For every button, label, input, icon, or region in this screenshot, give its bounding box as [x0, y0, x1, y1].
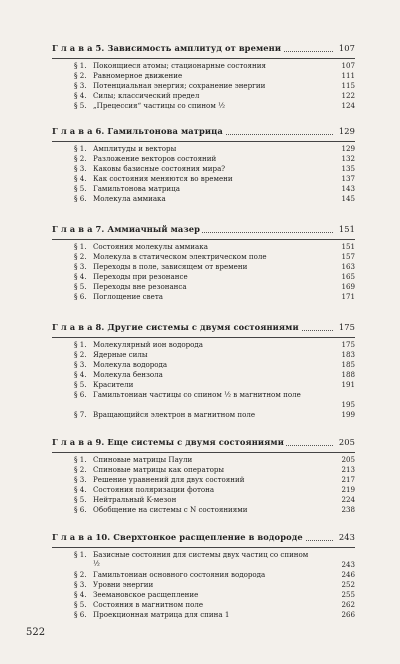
section-item	[74, 380, 355, 389]
chapter-rule	[52, 337, 355, 338]
section-number: § 1.	[74, 144, 87, 153]
section-number: § 1.	[74, 242, 87, 251]
section-item	[74, 350, 355, 359]
section-page: 238	[341, 505, 355, 514]
chapter-rule	[52, 141, 355, 142]
section-number: § 3.	[74, 262, 87, 271]
section-item	[74, 390, 355, 409]
section-page: 183	[341, 350, 355, 359]
section-number: § 6.	[74, 610, 87, 619]
section-number: § 2.	[74, 465, 87, 474]
section-item	[74, 465, 355, 474]
section-title: Базисные состояния для системы двух частиц со спином ½	[93, 550, 309, 568]
section-title: Разложение векторов состояний	[93, 154, 217, 163]
chapter-title: Г л а в а 6. Гамильтонова матрица	[52, 126, 223, 136]
section-number: § 3.	[74, 580, 87, 589]
section-page: 266	[341, 610, 355, 619]
section-title: Гамильтониан основного состояния водорода	[93, 570, 266, 579]
section-title: Поглощение света	[93, 292, 163, 301]
section-item	[74, 570, 355, 579]
section-page: 246	[341, 570, 355, 579]
section-item	[74, 505, 355, 514]
section-title: Вращающийся электрон в магнитном поле	[93, 410, 256, 419]
section-title: Состояния в магнитном поле	[93, 600, 204, 609]
chapter-title: Г л а в а 9. Еще системы с двумя состояниями	[52, 437, 284, 447]
section-item	[74, 194, 355, 203]
section-title: Ядерные силы	[93, 350, 148, 359]
section-item	[74, 252, 355, 261]
section-item	[74, 580, 355, 589]
section-item	[74, 590, 355, 599]
section-page: 107	[341, 61, 355, 70]
section-number: § 2.	[74, 570, 87, 579]
section-title: Спиновые матрицы Паули	[93, 455, 193, 464]
section-title: Молекула водорода	[93, 360, 168, 369]
section-page: 122	[341, 91, 355, 100]
section-number: § 6.	[74, 390, 87, 399]
section-page: 255	[341, 590, 355, 599]
section-number: § 3.	[74, 475, 87, 484]
section-item	[74, 360, 355, 369]
section-item	[74, 272, 355, 281]
section-item	[74, 174, 355, 183]
chapter-rule	[52, 239, 355, 240]
section-item	[74, 61, 355, 70]
section-item	[74, 455, 355, 464]
section-page: 171	[341, 292, 355, 301]
section-title: Решение уравнений для двух состояний	[93, 475, 245, 484]
section-title: Как состояния меняются во времени	[93, 174, 233, 183]
chapter-heading	[52, 126, 355, 138]
chapter-page: 175	[336, 322, 355, 332]
section-item	[74, 282, 355, 291]
section-number: § 4.	[74, 91, 87, 100]
section-number: § 3.	[74, 164, 87, 173]
section-page: 191	[341, 380, 355, 389]
chapter-page: 243	[336, 532, 355, 542]
section-number: § 7.	[74, 410, 87, 419]
section-title: Нейтральный K-мезон	[93, 495, 177, 504]
section-page: 199	[341, 410, 355, 419]
chapter-title: Г л а в а 10. Сверхтонкое расщепление в водороде	[52, 532, 303, 542]
section-title: Потенциальная энергия; сохранение энергии	[93, 81, 266, 90]
section-page: 185	[341, 360, 355, 369]
section-page: 243	[341, 560, 355, 569]
section-page: 157	[341, 252, 355, 261]
section-number: § 3.	[74, 360, 87, 369]
section-page: 252	[341, 580, 355, 589]
section-title: Молекулярный ион водорода	[93, 340, 204, 349]
chapter-heading	[52, 437, 355, 449]
section-item	[74, 340, 355, 349]
section-page: 188	[341, 370, 355, 379]
section-page: 111	[341, 71, 355, 80]
section-title: Переходы в поле, зависящем от времени	[93, 262, 248, 271]
section-item	[74, 91, 355, 100]
section-page: 165	[341, 272, 355, 281]
section-page: 129	[341, 144, 355, 153]
section-title: Состояния молекулы аммиака	[93, 242, 208, 251]
section-number: § 6.	[74, 194, 87, 203]
section-item	[74, 262, 355, 271]
chapter-rule	[52, 547, 355, 548]
section-page: 145	[341, 194, 355, 203]
section-title: Состояния поляризации фотона	[93, 485, 215, 494]
section-title: Проекционная матрица для спина 1	[93, 610, 230, 619]
section-item	[74, 144, 355, 153]
section-item	[74, 71, 355, 80]
section-page: 151	[341, 242, 355, 251]
section-number: § 2.	[74, 252, 87, 261]
section-page: 163	[341, 262, 355, 271]
section-page: 213	[341, 465, 355, 474]
section-page: 169	[341, 282, 355, 291]
section-item	[74, 410, 355, 419]
section-title: Красители	[93, 380, 134, 389]
section-title: Молекула бензола	[93, 370, 163, 379]
chapter-page: 205	[336, 437, 355, 447]
section-number: § 4.	[74, 272, 87, 281]
section-number: § 1.	[74, 455, 87, 464]
chapter-rule	[52, 452, 355, 453]
section-number: § 6.	[74, 505, 87, 514]
section-page: 219	[341, 485, 355, 494]
section-number: § 2.	[74, 350, 87, 359]
section-number: § 4.	[74, 370, 87, 379]
section-number: § 5.	[74, 600, 87, 609]
section-page: 135	[341, 164, 355, 173]
chapter-rule	[52, 58, 355, 59]
section-number: § 1.	[74, 61, 87, 70]
section-number: § 5.	[74, 282, 87, 291]
section-title: Зеемановское расщепление	[93, 590, 199, 599]
section-item	[74, 292, 355, 301]
section-page: 132	[341, 154, 355, 163]
section-number: § 5.	[74, 495, 87, 504]
section-item	[74, 101, 355, 110]
chapter-page: 151	[336, 224, 355, 234]
section-item	[74, 370, 355, 379]
section-page: 137	[341, 174, 355, 183]
section-item	[74, 184, 355, 193]
section-page: 143	[341, 184, 355, 193]
section-title: Каковы базисные состояния мира?	[93, 164, 226, 173]
section-page: 115	[341, 81, 355, 90]
page-number: 522	[26, 627, 46, 638]
section-title: Переходы вне резонанса	[93, 282, 187, 291]
chapter-title: Г л а в а 7. Аммиачный мазер	[52, 224, 201, 234]
section-page: 262	[341, 600, 355, 609]
section-item	[74, 242, 355, 251]
section-title: Равномерное движение	[93, 71, 183, 80]
section-page: 195	[341, 400, 355, 409]
chapter-title: Г л а в а 8. Другие системы с двумя состояниями	[52, 322, 299, 332]
section-number: § 4.	[74, 485, 87, 494]
section-number: § 3.	[74, 81, 87, 90]
section-title: Силы; классический предел	[93, 91, 200, 100]
section-page: 205	[341, 455, 355, 464]
section-title: Гамильтониан частицы со спином ½ в магнитном поле	[93, 390, 301, 399]
section-item	[74, 164, 355, 173]
section-page: 217	[341, 475, 355, 484]
chapter-heading	[52, 532, 355, 544]
section-number: § 5.	[74, 101, 87, 110]
section-title: „Прецессия“ частицы со спином ½	[93, 101, 225, 110]
chapter-heading	[52, 43, 355, 55]
section-title: Переходы при резонансе	[93, 272, 188, 281]
section-item	[74, 81, 355, 90]
section-item	[74, 475, 355, 484]
section-page: 175	[341, 340, 355, 349]
section-item	[74, 485, 355, 494]
section-number: § 5.	[74, 380, 87, 389]
section-number: § 5.	[74, 184, 87, 193]
section-item	[74, 600, 355, 609]
chapter-title: Г л а в а 5. Зависимость амплитуд от времени	[52, 43, 282, 53]
section-title: Гамильтонова матрица	[93, 184, 180, 193]
section-number: § 6.	[74, 292, 87, 301]
section-number: § 4.	[74, 174, 87, 183]
chapter-page: 107	[336, 43, 355, 53]
section-number: § 1.	[74, 550, 87, 559]
chapter-page: 129	[336, 126, 355, 136]
chapter-heading	[52, 322, 355, 334]
section-title: Молекула аммиака	[93, 194, 166, 203]
section-number: § 2.	[74, 154, 87, 163]
section-page: 224	[341, 495, 355, 504]
section-number: § 4.	[74, 590, 87, 599]
section-item	[74, 550, 355, 569]
section-title: Обобщение на системы с N состояниями	[93, 505, 248, 514]
section-number: § 2.	[74, 71, 87, 80]
section-title: Молекула в статическом электрическом поле	[93, 252, 267, 261]
section-item	[74, 495, 355, 504]
section-page: 124	[341, 101, 355, 110]
section-title: Уровни энергии	[93, 580, 154, 589]
section-title: Покоящиеся атомы; стационарные состояния	[93, 61, 266, 70]
section-title: Спиновые матрицы как операторы	[93, 465, 225, 474]
section-number: § 1.	[74, 340, 87, 349]
chapter-heading	[52, 224, 355, 236]
section-title: Амплитуды и векторы	[93, 144, 177, 153]
section-item	[74, 610, 355, 619]
section-item	[74, 154, 355, 163]
